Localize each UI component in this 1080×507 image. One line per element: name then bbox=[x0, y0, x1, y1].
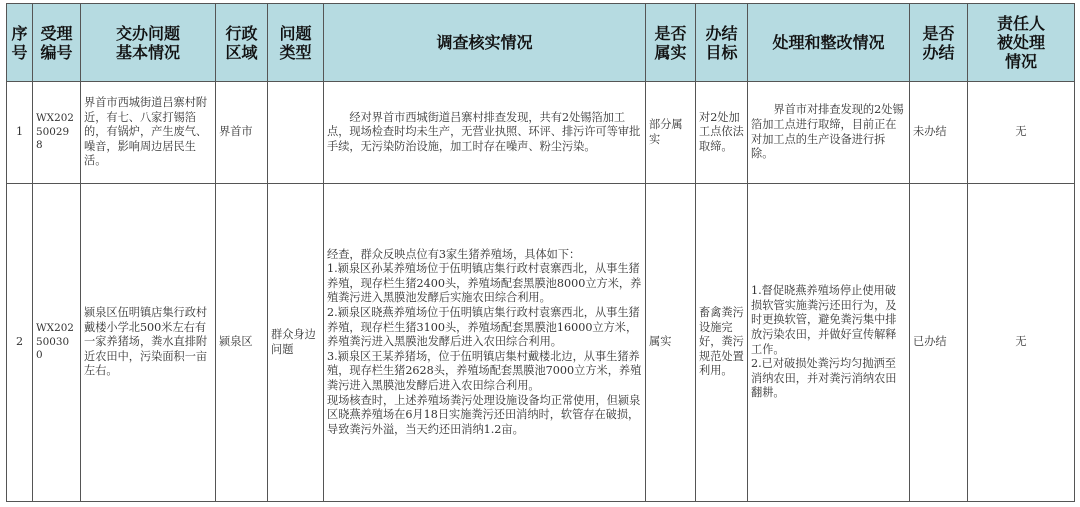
header-finding: 调查核实情况 bbox=[324, 4, 646, 82]
header-rectify: 处理和整改情况 bbox=[748, 4, 910, 82]
cell-punish: 无 bbox=[968, 82, 1075, 184]
header-seq: 序 号 bbox=[7, 4, 33, 82]
cell-type: 群众身边问题 bbox=[268, 184, 324, 502]
cell-is-true: 部分属实 bbox=[646, 82, 696, 184]
finding-line: 经查，群众反映点位有3家生猪养殖场，具体如下： bbox=[327, 247, 581, 261]
rectify-line: 1.督促晓燕养殖场停止使用破损软管实施粪污还田行为，及时更换软管，避免粪污集中排放污染农田，并做好宣传解释工作。 bbox=[751, 284, 897, 356]
cell-region: 界首市 bbox=[216, 82, 268, 184]
header-row bbox=[7, 4, 1075, 82]
finding-line: 2.颍泉区晓燕养殖场位于伍明镇店集行政村袁寨西北，从事生猪养殖，现存栏生猪3100头，养殖场配套黑膜池16000立方米，养殖粪污进入黑膜池发酵后进入农田综合利用。 bbox=[327, 306, 640, 349]
header-id: 受理 编号 bbox=[33, 4, 81, 82]
cell-issue: 界首市西城街道吕寨村附近，有七、八家打锡箔的，有锅炉，产生废气、噪音，影响周边居民生活。 bbox=[81, 82, 216, 184]
cell-finding bbox=[324, 184, 646, 502]
cell-done: 未办结 bbox=[910, 82, 968, 184]
finding-line: 现场核查时，上述养殖场粪污处理设施设备均正常使用，但颍泉区晓燕养殖场在6月18日实施粪污还田消纳时，软管存在破损，导致粪污外溢，当天约还田消纳1.2亩。 bbox=[327, 393, 641, 436]
cell-goal: 畜禽粪污设施完好，粪污规范处置利用。 bbox=[696, 184, 748, 502]
header-issue: 交办问题 基本情况 bbox=[81, 4, 216, 82]
table-row bbox=[7, 184, 1075, 502]
cell-id: WX20250029 8 bbox=[33, 82, 81, 184]
cell-region: 颍泉区 bbox=[216, 184, 268, 502]
cell-finding: 经对界首市西城街道吕寨村排查发现，共有2处锡箔加工点，现场检查时均未生产，无营业执照、环评、排污许可等审批手续，无污染防治设施，加工时存在噪声、粉尘污染。 bbox=[324, 82, 646, 184]
finding-line: 1.颍泉区孙某养殖场位于伍明镇店集行政村袁寨西北，从事生猪养殖，现存栏生猪2400头，养殖场配套黑膜池8000立方米，养殖粪污进入黑膜池发酵后实施农田综合利用。 bbox=[327, 262, 642, 305]
cell-seq: 1 bbox=[7, 82, 33, 184]
header-region: 行政 区域 bbox=[216, 4, 268, 82]
rectify-line: 2.已对破损处粪污均匀抛洒至消纳农田，并对粪污消纳农田翻耕。 bbox=[751, 357, 897, 400]
cell-type bbox=[268, 82, 324, 184]
cell-id: WX20250030 0 bbox=[33, 184, 81, 502]
cell-rectify: 界首市对排查发现的2处锡箔加工点进行取缔，目前正在对加工点的生产设备进行拆除。 bbox=[748, 82, 910, 184]
cell-seq: 2 bbox=[7, 184, 33, 502]
finding-line: 3.颍泉区王某养猪场，位于伍明镇店集村戴楼北边，从事生猪养殖，现存栏生猪2628头，养殖场配套黑膜池7000立方米，养殖粪污进入黑膜池发酵后进入农田综合利用。 bbox=[327, 349, 642, 392]
cell-issue: 颍泉区伍明镇店集行政村戴楼小学北500米左右有一家养猪场，粪水直排附近农田中，污染面积一亩左右。 bbox=[81, 184, 216, 502]
table-row bbox=[7, 82, 1075, 184]
header-goal: 办结 目标 bbox=[696, 4, 748, 82]
cell-rectify bbox=[748, 184, 910, 502]
header-punish: 责任人 被处理 情况 bbox=[968, 4, 1075, 82]
cell-goal: 对2处加工点依法取缔。 bbox=[696, 82, 748, 184]
header-type: 问题 类型 bbox=[268, 4, 324, 82]
header-is-true: 是否 属实 bbox=[646, 4, 696, 82]
header-done: 是否 办结 bbox=[910, 4, 968, 82]
cell-punish: 无 bbox=[968, 184, 1075, 502]
cell-is-true: 属实 bbox=[646, 184, 696, 502]
cell-done: 已办结 bbox=[910, 184, 968, 502]
inspection-table bbox=[6, 3, 1075, 502]
